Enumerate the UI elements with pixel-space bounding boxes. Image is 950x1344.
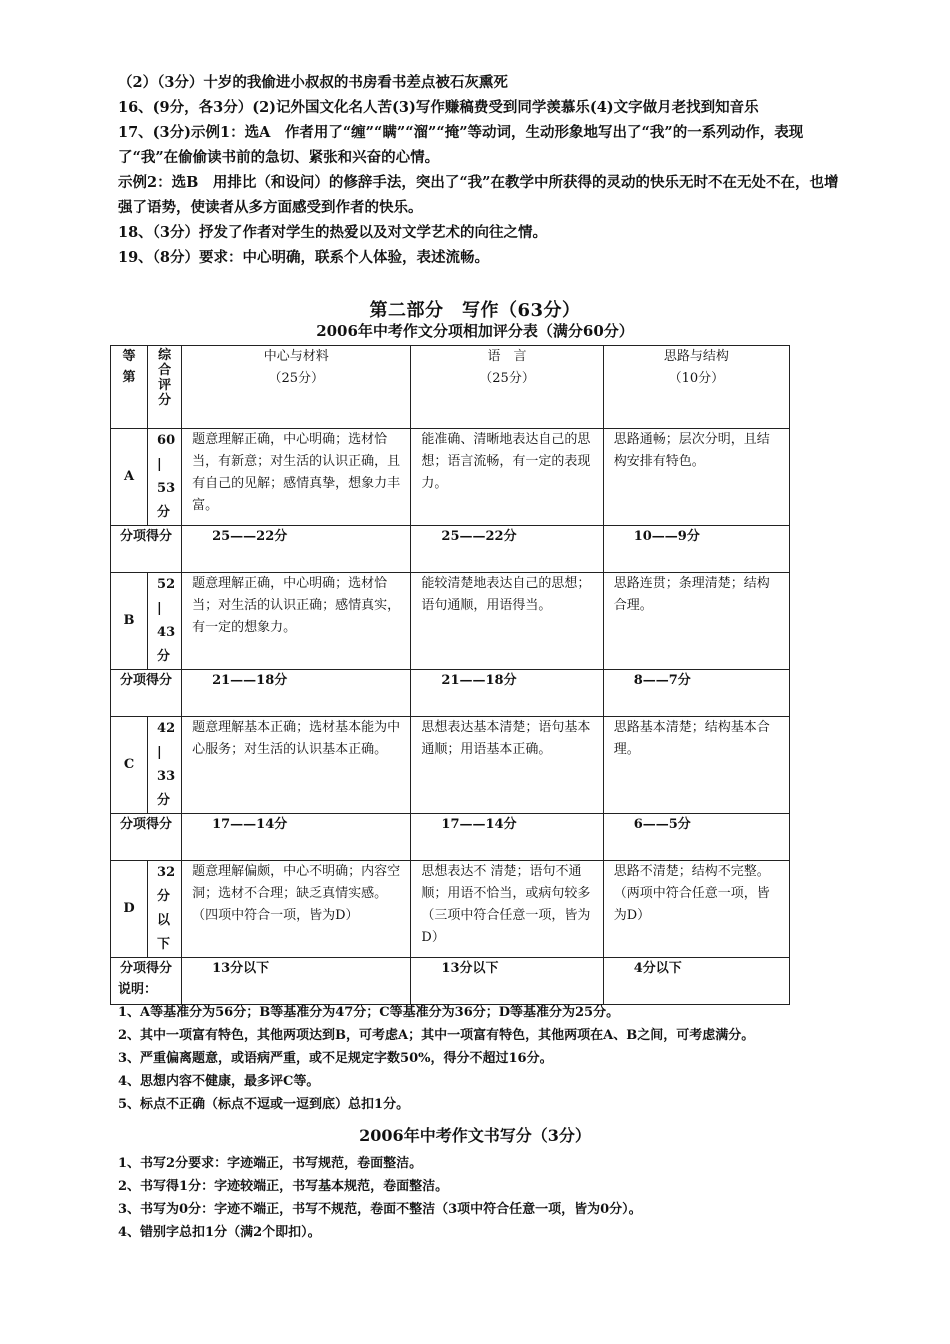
language-desc: 思想表达不 清楚；语句不通顺；用语不恰当，或病句较多（三项中符合任意一项，皆为D） (411, 861, 603, 958)
grade-letter: C (111, 717, 148, 814)
range-part: 32 (157, 865, 176, 880)
structure-desc: 思路通畅；层次分明，且结构安排有特色。 (603, 429, 789, 526)
sub-score-structure: 4分以下 (603, 958, 789, 1005)
grade-letter: D (111, 861, 148, 958)
header-structure (603, 346, 789, 429)
range-part: 分 (157, 793, 171, 808)
sub-score-row (111, 814, 790, 861)
grade-letter: A (111, 429, 148, 526)
range-part: 53 (157, 481, 176, 496)
header-total-text: 综 合 评 分 (158, 348, 172, 408)
range-part: 分 (157, 649, 171, 664)
sub-score-row (111, 670, 790, 717)
writing-note-item: 4、错别字总扣1分（满2个即扣）。 (118, 1225, 321, 1240)
range-part: 52 (157, 577, 176, 592)
header-structure-name: 思路与结构 (663, 349, 729, 364)
sub-score-language: 21——18分 (411, 670, 603, 717)
writing-title: 2006年中考作文书写分（3分） (359, 1126, 591, 1145)
note-item: 3、严重偏离题意，或语病严重，或不足规定字数50%，得分不超过16分。 (118, 1051, 553, 1066)
table-title: 2006年中考作文分项相加评分表（满分60分） (316, 322, 634, 340)
sub-score-label: 分项得分 (111, 814, 182, 861)
sub-score-language: 13分以下 (411, 958, 603, 1005)
sub-score-center: 25——22分 (182, 526, 411, 573)
answer-line: （2）（3分）十岁的我偷进小叔叔的书房看书差点被石灰熏死 (118, 74, 508, 91)
table-row (111, 861, 790, 958)
range-part: 分 (157, 889, 171, 904)
range-part: 43 (157, 625, 176, 640)
header-language-name: 语 言 (487, 349, 527, 364)
writing-note-item: 2、书写得1分：字迹较端正，书写基本规范，卷面整洁。 (118, 1179, 449, 1194)
note-item: 5、标点不正确（标点不逗或一逗到底）总扣1分。 (118, 1097, 410, 1112)
sub-score-structure: 8——7分 (603, 670, 789, 717)
writing-note-item: 3、书写为0分：字迹不端正，书写不规范，卷面不整洁（3项中符合任意一项，皆为0分）。 (118, 1202, 642, 1217)
sub-score-structure: 10——9分 (603, 526, 789, 573)
note-item: 4、思想内容不健康，最多评C等。 (118, 1074, 320, 1089)
header-grade (111, 346, 148, 429)
table-row (111, 429, 790, 526)
header-language-points: （25分） (479, 371, 535, 386)
header-language (411, 346, 603, 429)
sub-score-label: 分项得分 (111, 526, 182, 573)
language-desc: 能较清楚地表达自己的思想；语句通顺，用语得当。 (411, 573, 603, 670)
score-range (148, 717, 182, 814)
range-part: 分 (157, 505, 171, 520)
sub-score-language: 25——22分 (411, 526, 603, 573)
range-part: | (157, 601, 162, 616)
language-desc: 能准确、清晰地表达自己的思想；语言流畅，有一定的表现力。 (411, 429, 603, 526)
sub-score-center: 21——18分 (182, 670, 411, 717)
sub-score-center: 17——14分 (182, 814, 411, 861)
answer-line: 17、(3分)示例1：选A 作者用了“缠”“瞒”“溜”“掩”等动词，生动形象地写出了“我”的一系列动作，表现了“我”在偷偷读书前的急切、紧张和兴奋的心情。 (118, 124, 804, 166)
center-desc: 题意理解正确，中心明确；选材恰当；对生活的认识正确；感情真实，有一定的想象力。 (182, 573, 411, 670)
answer-line: 示例2：选B 用排比（和设问）的修辞手法，突出了“我”在教学中所获得的灵动的快乐无时不在无处不在，也增强了语势，使读者从多方面感受到作者的快乐。 (118, 174, 839, 216)
sub-score-center: 13分以下 (182, 958, 411, 1005)
notes-title: 说明： (118, 982, 158, 997)
range-part: 下 (157, 937, 171, 952)
answer-line: 18、（3分）抒发了作者对学生的热爱以及对文学艺术的向往之情。 (118, 224, 548, 241)
writing-notes-section (118, 1152, 858, 1244)
header-center-points: （25分） (268, 371, 325, 386)
score-range (148, 861, 182, 958)
answer-line: 19、（8分）要求：中心明确，联系个人体验，表述流畅。 (118, 249, 490, 266)
range-part: 42 (157, 721, 176, 736)
answer-section (118, 70, 840, 270)
sub-score-label: 分项得分 (111, 670, 182, 717)
header-structure-points: （10分） (668, 371, 725, 386)
structure-desc: 思路基本清楚；结构基本合理。 (603, 717, 789, 814)
notes-section (118, 978, 858, 1116)
center-desc: 题意理解偏颇，中心不明确；内容空洞；选材不合理；缺乏真情实感。（四项中符合一项，皆为D） (182, 861, 411, 958)
note-item: 1、A等基准分为56分；B等基准分为47分；C等基准分为36分；D等基准分为25分。 (118, 1005, 620, 1020)
range-part: 33 (157, 769, 176, 784)
sub-score-language: 17——14分 (411, 814, 603, 861)
table-row (111, 573, 790, 670)
range-part: | (157, 745, 162, 760)
structure-desc: 思路连贯；条理清楚；结构合理。 (603, 573, 789, 670)
range-part: 以 (157, 913, 171, 928)
center-desc: 题意理解基本正确；选材基本能为中心服务；对生活的认识基本正确。 (182, 717, 411, 814)
table-header-row (111, 346, 790, 429)
score-range (148, 429, 182, 526)
center-desc: 题意理解正确，中心明确；选材恰当，有新意；对生活的认识正确，且有自己的见解；感情真挚，想象力丰富。 (182, 429, 411, 526)
language-desc: 思想表达基本清楚；语句基本通顺；用语基本正确。 (411, 717, 603, 814)
range-part: | (157, 457, 162, 472)
score-range (148, 573, 182, 670)
answer-line: 16、(9分，各3分）(2)记外国文化名人苦(3)写作赚稿费受到同学羡慕乐(4)文字做月老找到知音乐 (118, 99, 759, 116)
grade-letter: B (111, 573, 148, 670)
header-total (148, 346, 182, 429)
table-row (111, 717, 790, 814)
range-part: 60 (157, 433, 176, 448)
sub-score-label: 分项得分 (111, 958, 182, 1005)
header-center-name: 中心与材料 (263, 349, 329, 364)
structure-desc: 思路不清楚；结构不完整。（两项中符合任意一项，皆为D） (603, 861, 789, 958)
header-center (182, 346, 411, 429)
section-title: 第二部分 写作（63分） (369, 300, 581, 321)
note-item: 2、其中一项富有特色，其他两项达到B，可考虑A；其中一项富有特色，其他两项在A、B之间，可考虑满分。 (118, 1028, 755, 1043)
writing-note-item: 1、书写2分要求：字迹端正，书写规范，卷面整洁。 (118, 1156, 423, 1171)
sub-score-row (111, 526, 790, 573)
header-grade-text: 等 第 (122, 349, 136, 385)
scoring-table (110, 345, 790, 1005)
sub-score-structure: 6——5分 (603, 814, 789, 861)
